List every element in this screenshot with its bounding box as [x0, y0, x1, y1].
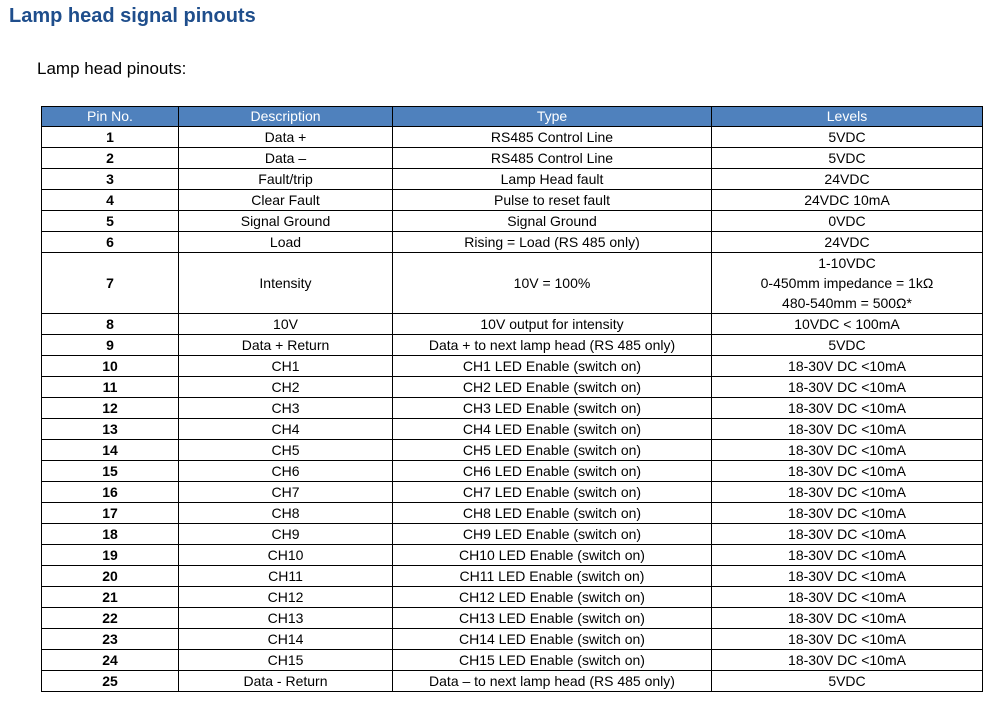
level-line: 18-30V DC <10mA [788, 610, 906, 626]
level-line: 24VDC [824, 171, 870, 187]
level-line: 18-30V DC <10mA [788, 589, 906, 605]
description-cell: Data – [179, 148, 393, 169]
type-cell: CH2 LED Enable (switch on) [393, 377, 712, 398]
pin-number-cell: 11 [42, 377, 179, 398]
level-line: 18-30V DC <10mA [788, 463, 906, 479]
header-description: Description [179, 107, 393, 127]
type-cell: CH3 LED Enable (switch on) [393, 398, 712, 419]
levels-cell [712, 148, 983, 169]
table-row [42, 253, 983, 314]
description-cell: CH8 [179, 503, 393, 524]
level-line: 18-30V DC <10mA [788, 358, 906, 374]
level-line: 0VDC [828, 213, 866, 229]
description-cell: 10V [179, 314, 393, 335]
level-line: 10VDC < 100mA [794, 316, 900, 332]
description-cell: CH3 [179, 398, 393, 419]
level-line: 5VDC [828, 129, 866, 145]
table-row [42, 169, 983, 190]
table-row [42, 190, 983, 211]
pin-number-cell: 14 [42, 440, 179, 461]
level-line: 480-540mm = 500Ω* [782, 295, 912, 311]
pin-number-cell: 20 [42, 566, 179, 587]
header-levels: Levels [712, 107, 983, 127]
description-cell: Load [179, 232, 393, 253]
level-line: 18-30V DC <10mA [788, 526, 906, 542]
type-cell: CH9 LED Enable (switch on) [393, 524, 712, 545]
table-row [42, 314, 983, 335]
levels-cell [712, 587, 983, 608]
table-body [42, 127, 983, 692]
description-cell: CH12 [179, 587, 393, 608]
description-cell: CH13 [179, 608, 393, 629]
description-cell: CH14 [179, 629, 393, 650]
type-cell: CH11 LED Enable (switch on) [393, 566, 712, 587]
pin-number-cell: 5 [42, 211, 179, 232]
type-cell: 10V = 100% [393, 253, 712, 314]
table-row [42, 232, 983, 253]
type-cell: Lamp Head fault [393, 169, 712, 190]
page-title: Lamp head signal pinouts [9, 5, 256, 27]
levels-cell [712, 356, 983, 377]
type-cell: Data + to next lamp head (RS 485 only) [393, 335, 712, 356]
type-cell: CH12 LED Enable (switch on) [393, 587, 712, 608]
description-cell: Data - Return [179, 671, 393, 692]
description-cell: CH1 [179, 356, 393, 377]
levels-cell [712, 650, 983, 671]
pin-number-cell: 19 [42, 545, 179, 566]
description-cell: CH6 [179, 461, 393, 482]
pin-number-cell: 13 [42, 419, 179, 440]
type-cell: Data – to next lamp head (RS 485 only) [393, 671, 712, 692]
description-cell: CH7 [179, 482, 393, 503]
pin-number-cell: 9 [42, 335, 179, 356]
pin-number-cell: 7 [42, 253, 179, 314]
levels-cell [712, 190, 983, 211]
description-cell: Data + Return [179, 335, 393, 356]
levels-cell [712, 211, 983, 232]
type-cell: Signal Ground [393, 211, 712, 232]
intro-text: Lamp head pinouts: [37, 59, 187, 78]
levels-cell [712, 566, 983, 587]
header-type: Type [393, 107, 712, 127]
pin-number-cell: 10 [42, 356, 179, 377]
type-cell: CH10 LED Enable (switch on) [393, 545, 712, 566]
pin-number-cell: 4 [42, 190, 179, 211]
description-cell: Data + [179, 127, 393, 148]
levels-cell [712, 440, 983, 461]
type-cell: CH8 LED Enable (switch on) [393, 503, 712, 524]
pin-number-cell: 12 [42, 398, 179, 419]
levels-cell [712, 335, 983, 356]
table-row [42, 566, 983, 587]
type-cell: CH14 LED Enable (switch on) [393, 629, 712, 650]
description-cell: Intensity [179, 253, 393, 314]
table-header [42, 107, 983, 127]
level-line: 1-10VDC [818, 255, 876, 271]
table-row [42, 524, 983, 545]
level-line: 24VDC [824, 234, 870, 250]
type-cell: CH6 LED Enable (switch on) [393, 461, 712, 482]
pin-number-cell: 8 [42, 314, 179, 335]
levels-cell [712, 461, 983, 482]
table-row [42, 356, 983, 377]
pin-number-cell: 18 [42, 524, 179, 545]
levels-cell [712, 482, 983, 503]
type-cell: CH13 LED Enable (switch on) [393, 608, 712, 629]
description-cell: CH9 [179, 524, 393, 545]
level-line: 18-30V DC <10mA [788, 421, 906, 437]
description-cell: CH4 [179, 419, 393, 440]
levels-cell [712, 314, 983, 335]
table-row [42, 629, 983, 650]
type-cell: 10V output for intensity [393, 314, 712, 335]
type-cell: CH7 LED Enable (switch on) [393, 482, 712, 503]
levels-cell [712, 524, 983, 545]
description-cell: CH10 [179, 545, 393, 566]
pin-number-cell: 22 [42, 608, 179, 629]
table-row [42, 335, 983, 356]
header-pin-no: Pin No. [42, 107, 179, 127]
type-cell: Pulse to reset fault [393, 190, 712, 211]
level-line: 18-30V DC <10mA [788, 379, 906, 395]
header-row [42, 107, 983, 127]
pinout-table [41, 106, 983, 692]
table-row [42, 211, 983, 232]
type-cell: Rising = Load (RS 485 only) [393, 232, 712, 253]
type-cell: RS485 Control Line [393, 127, 712, 148]
pin-number-cell: 24 [42, 650, 179, 671]
description-cell: CH15 [179, 650, 393, 671]
type-cell: CH1 LED Enable (switch on) [393, 356, 712, 377]
description-cell: Fault/trip [179, 169, 393, 190]
level-line: 18-30V DC <10mA [788, 568, 906, 584]
levels-cell [712, 419, 983, 440]
levels-cell [712, 608, 983, 629]
description-cell: Signal Ground [179, 211, 393, 232]
description-cell: CH2 [179, 377, 393, 398]
level-line: 5VDC [828, 150, 866, 166]
levels-cell [712, 377, 983, 398]
levels-cell [712, 127, 983, 148]
pin-number-cell: 23 [42, 629, 179, 650]
type-cell: CH5 LED Enable (switch on) [393, 440, 712, 461]
table-row [42, 419, 983, 440]
levels-cell [712, 545, 983, 566]
pin-number-cell: 6 [42, 232, 179, 253]
table-row [42, 127, 983, 148]
levels-cell [712, 253, 983, 314]
levels-cell [712, 629, 983, 650]
table-row [42, 587, 983, 608]
table-row [42, 440, 983, 461]
level-line: 18-30V DC <10mA [788, 400, 906, 416]
table-row [42, 148, 983, 169]
table-row [42, 503, 983, 524]
pin-number-cell: 15 [42, 461, 179, 482]
level-line: 18-30V DC <10mA [788, 484, 906, 500]
level-line: 18-30V DC <10mA [788, 631, 906, 647]
table-row [42, 608, 983, 629]
table-row [42, 650, 983, 671]
levels-cell [712, 232, 983, 253]
type-cell: CH15 LED Enable (switch on) [393, 650, 712, 671]
pin-number-cell: 25 [42, 671, 179, 692]
table-row [42, 671, 983, 692]
pin-number-cell: 3 [42, 169, 179, 190]
table-row [42, 377, 983, 398]
pin-number-cell: 16 [42, 482, 179, 503]
level-line: 18-30V DC <10mA [788, 547, 906, 563]
type-cell: RS485 Control Line [393, 148, 712, 169]
level-line: 0-450mm impedance = 1kΩ [760, 275, 934, 291]
levels-cell [712, 398, 983, 419]
description-cell: CH5 [179, 440, 393, 461]
table-row [42, 398, 983, 419]
levels-cell [712, 503, 983, 524]
pin-number-cell: 17 [42, 503, 179, 524]
levels-cell [712, 671, 983, 692]
type-cell: CH4 LED Enable (switch on) [393, 419, 712, 440]
pin-number-cell: 21 [42, 587, 179, 608]
table-row [42, 545, 983, 566]
level-line: 5VDC [828, 337, 866, 353]
level-line: 5VDC [828, 673, 866, 689]
description-cell: CH11 [179, 566, 393, 587]
level-line: 24VDC 10mA [804, 192, 890, 208]
table-row [42, 461, 983, 482]
pin-number-cell: 2 [42, 148, 179, 169]
level-line: 18-30V DC <10mA [788, 442, 906, 458]
description-cell: Clear Fault [179, 190, 393, 211]
levels-cell [712, 169, 983, 190]
pin-number-cell: 1 [42, 127, 179, 148]
table-row [42, 482, 983, 503]
level-line: 18-30V DC <10mA [788, 505, 906, 521]
level-line: 18-30V DC <10mA [788, 652, 906, 668]
